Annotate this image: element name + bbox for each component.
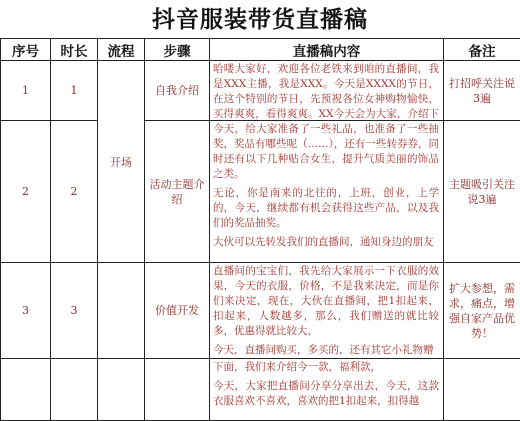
table-row	[1, 121, 520, 263]
row-step: 活动主题介绍	[145, 121, 210, 263]
row-duration: 1	[51, 61, 98, 121]
header-duration: 时长	[51, 39, 98, 61]
table-row	[1, 359, 520, 421]
row-note: 主题吸引关注说3遍	[444, 121, 520, 263]
row-number	[1, 359, 51, 421]
row-duration: 3	[51, 263, 98, 359]
row-process	[98, 359, 145, 421]
content-paragraph: 今天，大家把直播间分享分享出去，今天，这款衣服喜欢不喜欢，喜欢的把1扣起来，扣得越	[213, 379, 439, 409]
row-note: 打招呼关注说3遍	[444, 61, 520, 121]
content-paragraph: 今天，给大家准备了一些礼品，也准备了一些抽奖，奖品有哪些呢（……），还有一些转券券，同时还有以下几种贴合女生，提升气质美丽的饰品之类。	[213, 122, 439, 182]
row-process	[98, 263, 145, 359]
header-process: 流程	[98, 39, 145, 61]
table-row	[1, 61, 520, 121]
header-step: 步骤	[145, 39, 210, 61]
row-step: 价值开发	[145, 263, 210, 359]
content-paragraph: 哈喽大家好，欢迎各位老铁来到咱的直播间，我是XXX主播，我是XXX。今天是XXXX的节日，在这个特别的节日，先预祝各位女神购物愉快，买得爽爽，看得爽爽。XX今天会为大家，介绍下	[213, 62, 439, 120]
row-content	[210, 121, 444, 263]
row-content	[210, 61, 444, 121]
row-step: 自我介绍	[145, 61, 210, 121]
row-duration	[51, 359, 98, 421]
row-duration: 2	[51, 121, 98, 263]
content-paragraph: 直播间的宝宝们，我先给大家展示一下衣服的效果，今天的衣服，价格，不是我来决定，而是你们来决定，现在，大伙在直播间，把1扣起来，扣起来，人数越多，那么，我们赠送的就比较多，优惠得就比较大，	[213, 264, 439, 339]
document-title: 抖音服装带货直播稿	[0, 0, 520, 38]
header-number: 序号	[1, 39, 51, 61]
content-paragraph: 大伙可以先转发我们的直播间，通知身边的朋友	[213, 235, 439, 250]
content-paragraph: 今天，直播间购买，多买的，还有其它小礼物赠	[213, 343, 439, 358]
row-content	[210, 263, 444, 359]
row-process: 开场	[98, 61, 145, 263]
header-content: 直播稿内容	[210, 39, 444, 61]
row-number: 1	[1, 61, 51, 121]
header-note: 备注	[444, 39, 520, 61]
row-step	[145, 359, 210, 421]
content-paragraph: 无论，你是南来的北往的，上班，创业，上学的，今天，继续都有机会获得这些产品，以及我们的奖品抽奖。	[213, 186, 439, 231]
row-number: 2	[1, 121, 51, 263]
row-number: 3	[1, 263, 51, 359]
content-paragraph: 下面，我们来介绍今一款，福利款，	[213, 360, 439, 375]
header-row	[1, 39, 520, 61]
row-note: 扩大参想，需求，痛点，增强自家产品优势！	[444, 263, 520, 359]
table-row	[1, 263, 520, 359]
row-note	[444, 359, 520, 421]
script-table	[0, 38, 520, 421]
row-content	[210, 359, 444, 421]
